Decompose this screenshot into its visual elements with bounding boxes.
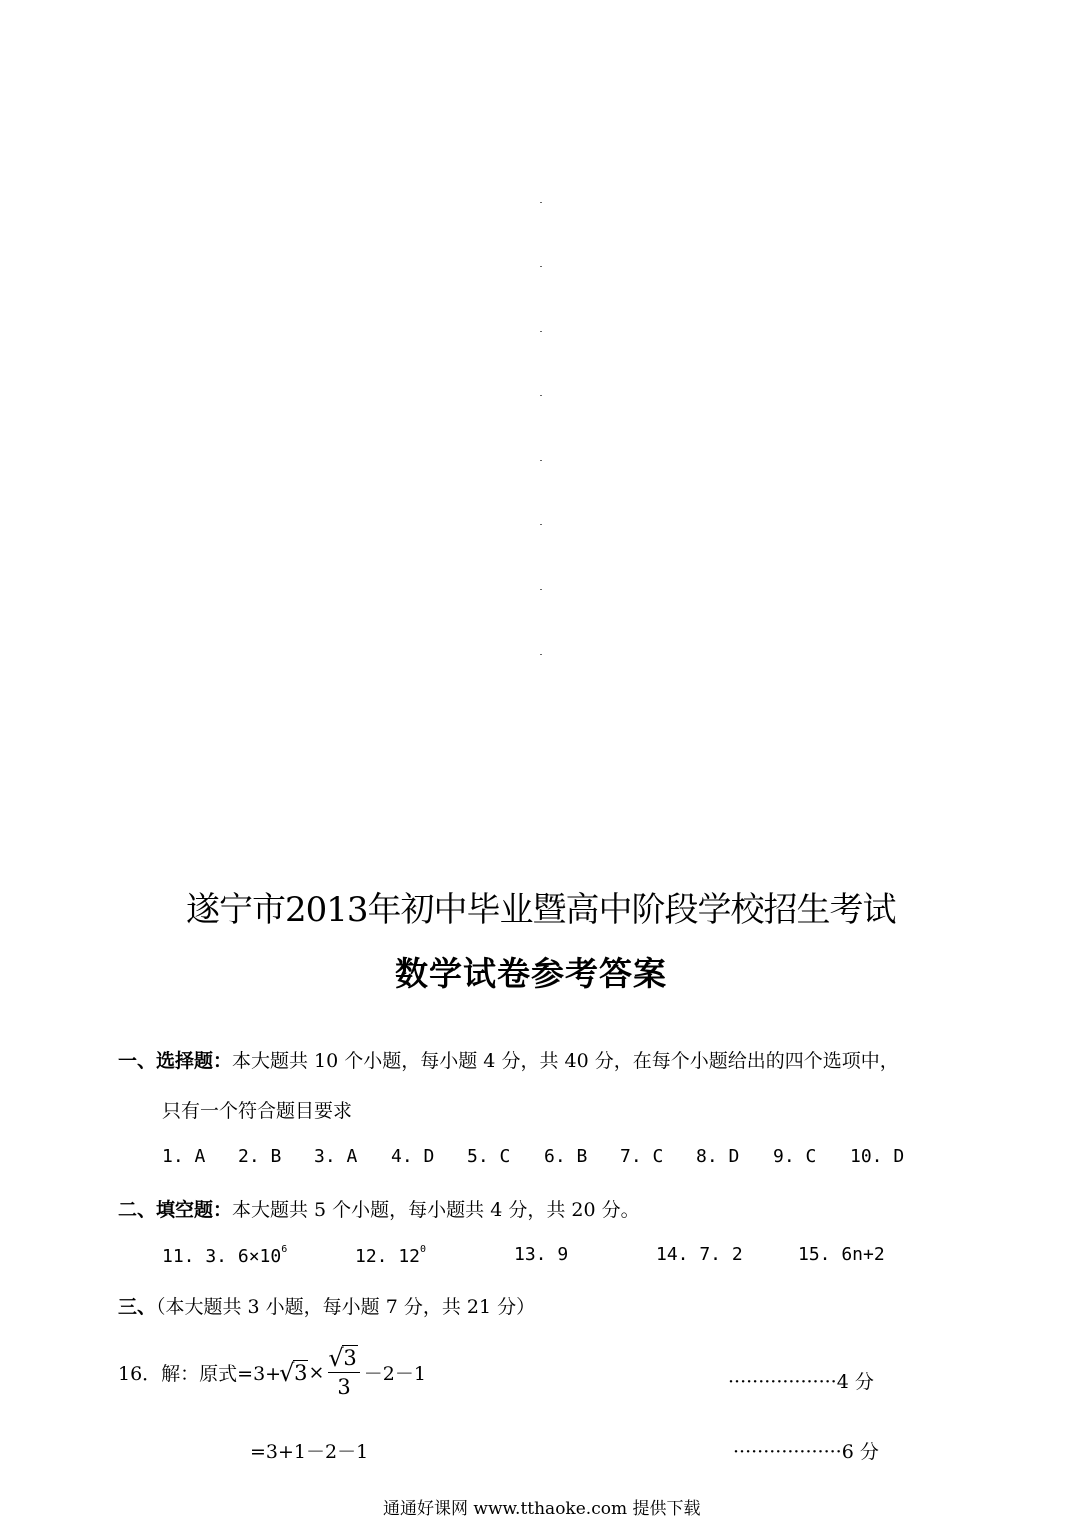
sqrt-radical-icon: √: [279, 1358, 295, 1387]
answer-1: 1. A: [162, 1146, 206, 1167]
answer-10: 10. D: [850, 1146, 905, 1167]
guide-dot: [540, 266, 542, 267]
q16-rest: －2－1: [363, 1363, 426, 1385]
section-3-heading: 三、: [118, 1296, 157, 1318]
answer-6: 6. B: [544, 1146, 588, 1167]
answer-9: 9. C: [773, 1146, 817, 1167]
q16-line-1: [118, 1346, 426, 1399]
guide-dot: [540, 395, 542, 396]
sqrt-expression: [330, 1346, 357, 1370]
answer-8: 8. D: [696, 1146, 740, 1167]
q16-line-2: =3+1－2－1: [250, 1441, 369, 1463]
guide-dot: [540, 654, 542, 655]
times-sign: ×: [308, 1361, 325, 1384]
section-2-desc: 本大题共 5 个小题，每小题共 4 分，共 20 分。: [232, 1199, 640, 1221]
document-subtitle: 数学试卷参考答案: [395, 954, 667, 993]
sqrt-expression: [279, 1358, 308, 1387]
answer-5: 5. C: [467, 1146, 511, 1167]
fraction: [328, 1346, 359, 1399]
guide-dot: [540, 331, 542, 332]
section-1-header: [118, 1046, 899, 1073]
answer-15: 15. 6n+2: [798, 1244, 885, 1265]
answer-11-exponent: 6: [281, 1244, 288, 1255]
q16-prefix: 16．解：原式=3+: [118, 1363, 282, 1385]
guide-dot: [540, 202, 542, 203]
answer-3: 3. A: [314, 1146, 358, 1167]
guide-dot: [540, 460, 542, 461]
answer-11: [162, 1244, 287, 1267]
sqrt-argument: 3: [294, 1360, 308, 1385]
sqrt-radical-icon: √: [328, 1344, 344, 1372]
q16-score-1: ··················4 分: [728, 1371, 874, 1393]
section-2-heading: 二、填空题：: [118, 1199, 233, 1221]
answer-12-exponent: 0: [420, 1244, 427, 1255]
section-3-desc: （本大题共 3 小题，每小题 7 分，共 21 分）: [156, 1296, 536, 1318]
answer-12: [355, 1244, 426, 1267]
q16-score-2: ··················6 分: [733, 1441, 879, 1463]
answer-14: 14. 7. 2: [656, 1244, 743, 1265]
sqrt-argument: 3: [343, 1346, 357, 1370]
answer-11-base: 11. 3. 6×10: [162, 1246, 282, 1267]
section-3-header: [118, 1292, 535, 1319]
answer-12-base: 12. 12: [355, 1246, 421, 1267]
fraction-numerator: [328, 1346, 359, 1373]
answer-4: 4. D: [391, 1146, 435, 1167]
answer-7: 7. C: [620, 1146, 664, 1167]
section-1-desc-2: 只有一个符合题目要求: [162, 1100, 353, 1122]
page-footer: 通通好课网 www.tthaoke.com 提供下载: [383, 1499, 701, 1519]
section-1-desc: 本大题共 10 个小题，每小题 4 分，共 40 分，在每个小题给出的四个选项中，: [232, 1050, 899, 1072]
guide-dot: [540, 589, 542, 590]
guide-dot: [540, 524, 542, 525]
document-title: 遂宁市2013年初中毕业暨高中阶段学校招生考试: [186, 890, 896, 930]
fraction-denominator: 3: [337, 1375, 351, 1399]
answer-13: 13. 9: [514, 1244, 569, 1265]
answer-2: 2. B: [238, 1146, 282, 1167]
section-1-heading: 一、选择题：: [118, 1050, 233, 1072]
section-2-header: [118, 1195, 640, 1222]
